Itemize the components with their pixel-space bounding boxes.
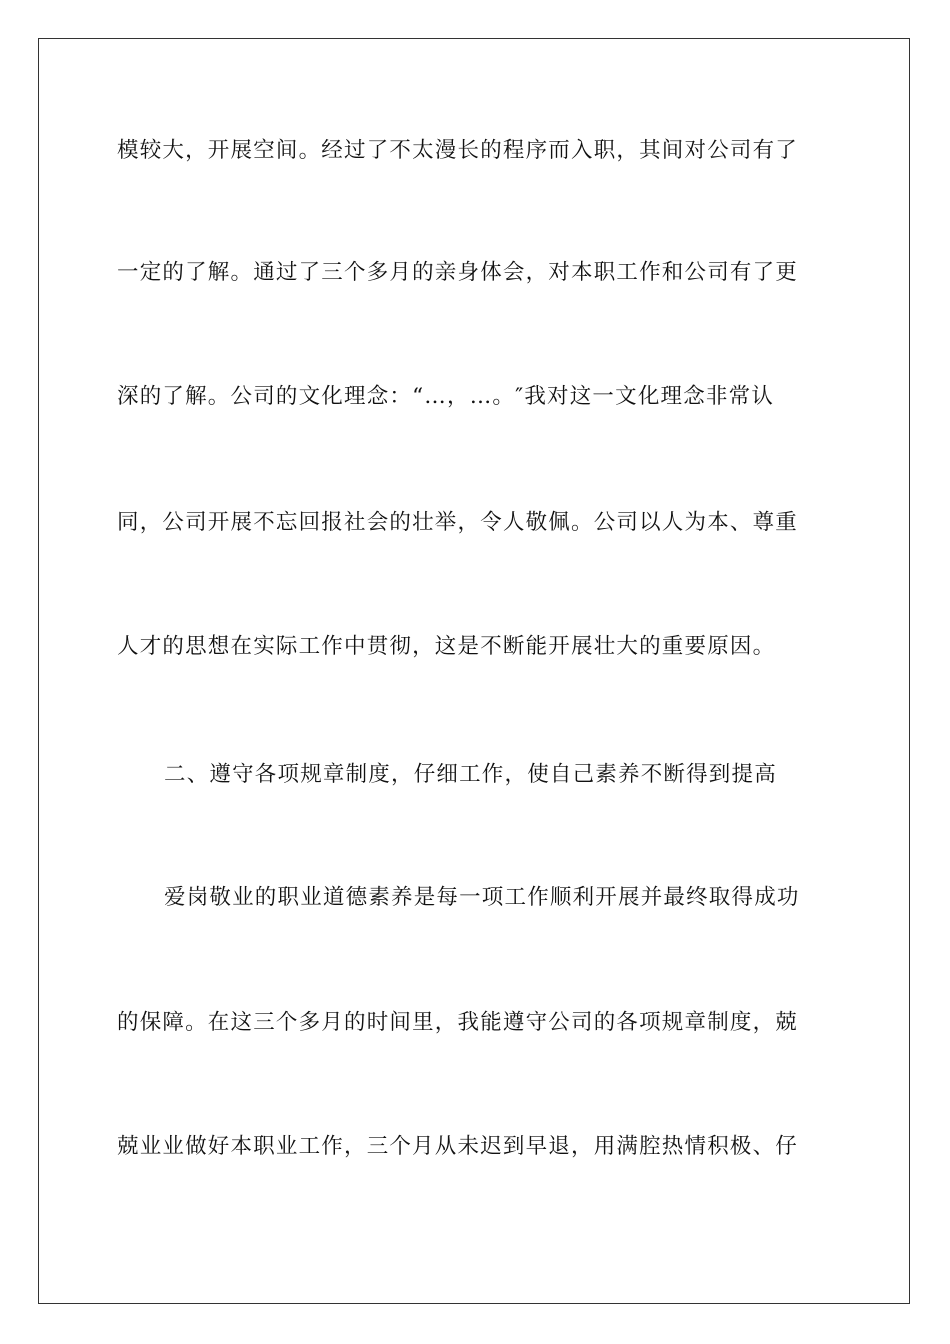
text-line: 的保障。在这三个多月的时间里，我能遵守公司的各项规章制度，兢 [117, 1010, 799, 1035]
text-line: 深的了解。公司的文化理念：“…，…。″我对这一文化理念非常认 [117, 384, 775, 409]
page-border [38, 38, 910, 1304]
text-line: 一定的了解。通过了三个多月的亲身体会，对本职工作和公司有了更 [117, 260, 799, 285]
section-heading: 二、遵守各项规章制度，仔细工作，使自己素养不断得到提高 [164, 762, 777, 787]
text-line: 爱岗敬业的职业道德素养是每一项工作顺利开展并最终取得成功 [164, 885, 800, 910]
text-line: 模较大，开展空间。经过了不太漫长的程序而入职，其间对公司有了 [117, 138, 799, 163]
text-line: 兢业业做好本职业工作，三个月从未迟到早退，用满腔热情积极、仔 [117, 1134, 799, 1159]
text-line: 同，公司开展不忘回报社会的壮举，令人敬佩。公司以人为本、尊重 [117, 510, 799, 535]
text-line: 人才的思想在实际工作中贯彻，这是不断能开展壮大的重要原因。 [117, 634, 776, 659]
